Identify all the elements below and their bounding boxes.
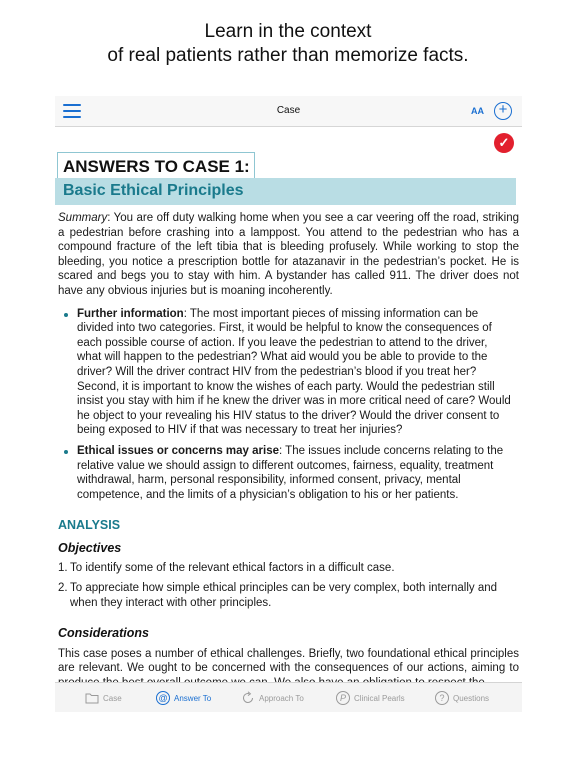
promo-caption bbox=[0, 20, 576, 68]
tab-case[interactable] bbox=[85, 683, 122, 712]
summary-paragraph bbox=[58, 211, 519, 299]
considerations-paragraph: This case poses a number of ethical challenges. Briefly, two foundational ethical principles are relevant. We ought to be concerned with the consequences of our actions, aiming to bbox=[58, 647, 519, 675]
tab-label: Questions bbox=[453, 693, 490, 703]
promo-line-1: Learn in the context bbox=[204, 21, 372, 42]
bullet-heading: Ethical issues or concerns may arise bbox=[77, 444, 279, 457]
question-circle-icon: ? bbox=[435, 691, 449, 705]
bullet-text: : The issues include concerns relating to the relative value we should assign to different outcomes, fairness, equality, treatment withdrawal, harm, personal responsibility, informed consent, privacy, mental competence, and the limits of a physician’s obligation to his or her patients. bbox=[77, 444, 504, 501]
tab-label: Case bbox=[103, 693, 122, 703]
tab-answer-to[interactable] bbox=[156, 683, 211, 712]
tab-clinical-pearls[interactable] bbox=[336, 683, 405, 712]
tab-questions[interactable] bbox=[435, 683, 489, 712]
objective-item bbox=[58, 561, 519, 576]
at-sign-icon: @ bbox=[156, 691, 170, 705]
info-bullet-list bbox=[58, 307, 519, 503]
bullet-heading: Further information bbox=[77, 307, 184, 320]
folder-icon bbox=[85, 691, 99, 705]
summary-text: : You are off duty walking home when you see a car veering off the road, striking a pedestrian before crashing into a lamppost. You attend to the pedestrian who has a compound fracture of the left tibia that is bleeding profusely. While working to stop the bleeding, you notice a prescription bottle for atazanavir in the pedestrian’s pocket. He is scared and begs you to stay with him. A bystander has called 911. The driver does not have any obvious injuries but is moaning incoherently. bbox=[58, 212, 519, 297]
answer-title: ANSWERS TO CASE 1: bbox=[63, 157, 250, 176]
nav-title: Case bbox=[276, 105, 301, 116]
tab-label: Approach To bbox=[259, 693, 304, 703]
p-circle-icon: P bbox=[336, 691, 350, 705]
text-size-button[interactable]: AA bbox=[471, 106, 484, 116]
summary-label: Summary bbox=[58, 212, 108, 224]
add-icon[interactable]: + bbox=[494, 102, 512, 120]
objective-item bbox=[58, 581, 519, 610]
subtitle-bar bbox=[55, 178, 516, 205]
bottom-tab-bar bbox=[55, 682, 522, 712]
bullet-text: : The most important pieces of missing information can be divided into two categories. First, it would be helpful to know the consequences of each possible course of action. If you leave the pedestrian to attend to the driver, what will happen to the pedestrian? What aid would you be able to provide to the driver? Will the driver contract HIV from the pedestrian’s blood if you treat her? Second, it is important to know the wishes of each party. Would the pedestrian still insist you stay with him if he knew the driver was in more critical need of care? Would he object to your revealing his HIV status to the driver? Would the driver consent to being exposed to HIV if that was necessary to treat her injuries? bbox=[77, 307, 511, 437]
objective-number: 2. bbox=[58, 582, 68, 595]
tab-approach-to[interactable] bbox=[241, 683, 304, 712]
considerations-heading: Considerations bbox=[58, 626, 149, 641]
app-screen bbox=[55, 96, 522, 712]
bullet-ethical-issues bbox=[58, 444, 519, 502]
objective-number: 1. bbox=[58, 562, 68, 575]
objectives-list bbox=[58, 561, 519, 610]
promo-line-2: of real patients rather than memorize facts. bbox=[107, 45, 469, 66]
article-content bbox=[58, 211, 519, 691]
objectives-heading: Objectives bbox=[58, 540, 122, 555]
rotate-arrow-icon bbox=[241, 691, 255, 705]
chapter-subtitle: Basic Ethical Principles bbox=[63, 182, 244, 199]
bullet-further-information bbox=[58, 307, 519, 438]
objective-text: To identify some of the relevant ethical factors in a difficult case. bbox=[70, 562, 395, 575]
analysis-heading: ANALYSIS bbox=[58, 518, 121, 533]
completed-check-icon[interactable]: ✓ bbox=[494, 133, 514, 153]
objective-text: To appreciate how simple ethical principles can be very complex, both internally and when they interact with other principles. bbox=[70, 582, 498, 609]
navigation-bar bbox=[55, 96, 522, 127]
tab-label: Clinical Pearls bbox=[354, 693, 405, 703]
tab-label: Answer To bbox=[174, 693, 212, 703]
